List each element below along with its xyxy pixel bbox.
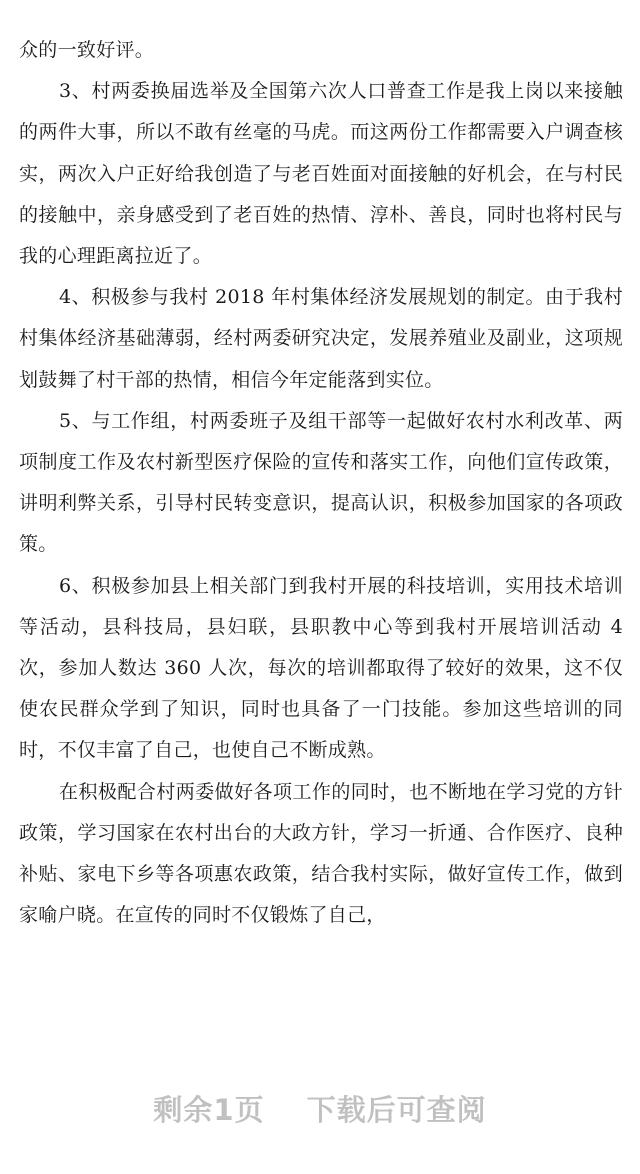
paragraph-item-6: 6、积极参加县上相关部门到我村开展的科技培训，实用技术培训等活动，县科技局，县妇联，县职教中心等到我村开展培训活动 4 次，参加人数达 360 人次，每次的培训都取得了较好的效果，这不仅使农民群众学到了知识，同时也具备了一门技能。参加这些培训的同时，不仅丰富了自己，也使自己不断成熟。 [19,574,623,762]
paragraph-closing: 在积极配合村两委做好各项工作的同时，也不断地在学习党的方针政策，学习国家在农村出台的大政方针，学习一折通、合作医疗、良种补贴、家电下乡等各项惠农政策，结合我村实际，做好宣传工作，做到家喻户晓。在宣传的同时不仅锻炼了自己， [19,780,623,927]
paragraph-item-3: 3、村两委换届选举及全国第六次人口普查工作是我上岗以来接触的两件大事，所以不敢有丝毫的马虎。而这两份工作都需要入户调查核实，两次入户正好给我创造了与老百姓面对面接触的好机会，在与村民的接触中，亲身感受到了老百姓的热情、淳朴、善良，同时也将村民与我的心理距离拉近了。 [19,80,623,268]
document-body [19,30,623,936]
paragraph-item-5: 5、与工作组，村两委班子及组干部等一起做好农村水利改革、两项制度工作及农村新型医疗保险的宣传和落实工作，向他们宣传政策，讲明利弊关系，引导村民转变意识，提高认识，积极参加国家的各项政策。 [19,409,623,556]
paragraph-item-4: 4、积极参与我村 2018 年村集体经济发展规划的制定。由于我村村集体经济基础薄弱，经村两委研究决定，发展养殖业及副业，这项规划鼓舞了村干部的热情，相信今年定能落到实位。 [19,286,623,391]
paragraph-continuation: 众的一致好评。 [19,39,155,61]
download-prompt[interactable] [0,1088,640,1129]
download-to-read-label: 下载后可查阅 [306,1093,487,1127]
remaining-pages-label: 剩余1页 [153,1093,265,1127]
